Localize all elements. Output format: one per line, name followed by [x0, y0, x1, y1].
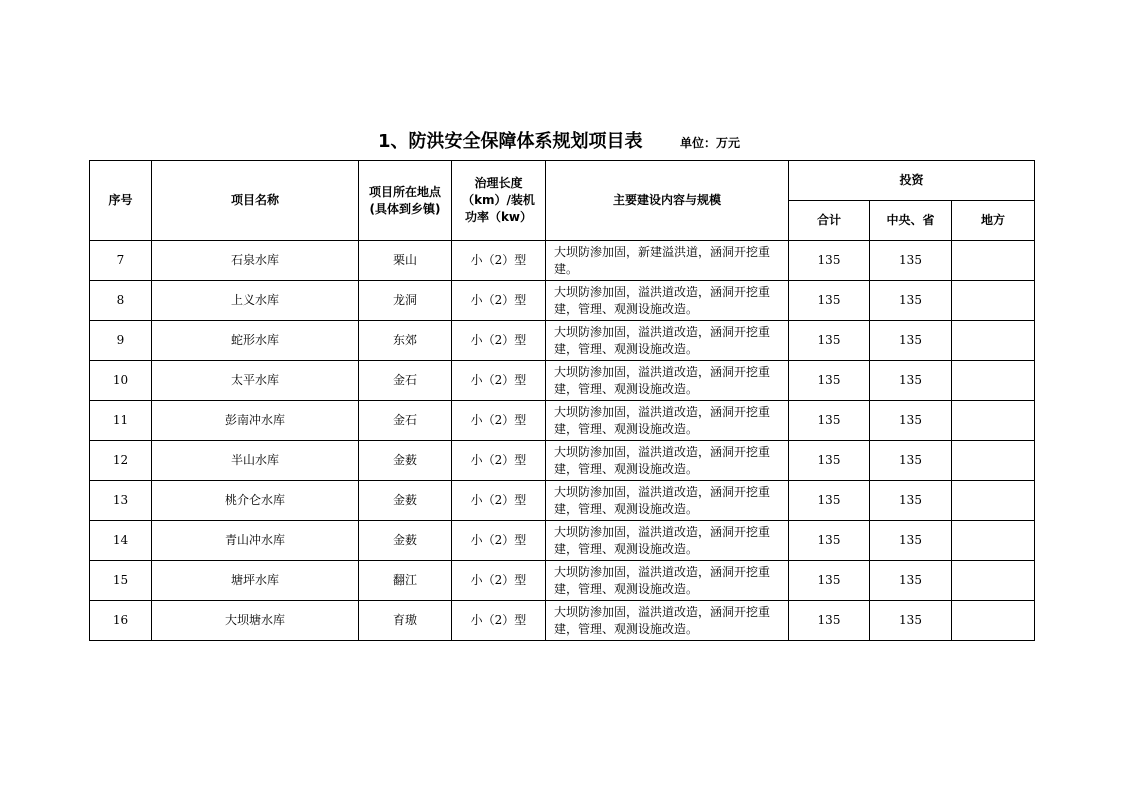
cell-central: 135	[870, 441, 952, 481]
cell-size: 小（2）型	[452, 361, 546, 401]
cell-local	[952, 361, 1035, 401]
table-body	[90, 241, 1035, 641]
cell-central: 135	[870, 481, 952, 521]
cell-total: 135	[789, 441, 870, 481]
cell-total: 135	[789, 521, 870, 561]
cell-project-name: 彭南冲水库	[152, 401, 359, 441]
cell-total: 135	[789, 361, 870, 401]
cell-total: 135	[789, 401, 870, 441]
cell-size: 小（2）型	[452, 561, 546, 601]
header-local: 地方	[952, 201, 1035, 241]
cell-content: 大坝防渗加固，溢洪道改造，涵洞开挖重建，管理、观测设施改造。	[546, 521, 789, 561]
cell-seq: 16	[90, 601, 152, 641]
cell-project-name: 大坝塘水库	[152, 601, 359, 641]
cell-total: 135	[789, 481, 870, 521]
cell-project-name: 青山冲水库	[152, 521, 359, 561]
cell-content: 大坝防渗加固，溢洪道改造，涵洞开挖重建，管理、观测设施改造。	[546, 281, 789, 321]
cell-seq: 11	[90, 401, 152, 441]
cell-seq: 9	[90, 321, 152, 361]
cell-central: 135	[870, 561, 952, 601]
page-title: 1、防洪安全保障体系规划项目表	[378, 131, 643, 152]
cell-content: 大坝防渗加固，新建溢洪道，涵洞开挖重建。	[546, 241, 789, 281]
title-row	[0, 128, 1122, 158]
cell-location: 金石	[359, 401, 452, 441]
cell-central: 135	[870, 401, 952, 441]
cell-local	[952, 401, 1035, 441]
cell-size: 小（2）型	[452, 481, 546, 521]
cell-seq: 15	[90, 561, 152, 601]
header-length: 治理长度（km）/装机功率（kw）	[452, 161, 546, 241]
cell-location: 栗山	[359, 241, 452, 281]
cell-project-name: 上义水库	[152, 281, 359, 321]
header-central: 中央、省	[870, 201, 952, 241]
cell-project-name: 半山水库	[152, 441, 359, 481]
cell-seq: 12	[90, 441, 152, 481]
table-row	[90, 281, 1035, 321]
cell-central: 135	[870, 321, 952, 361]
cell-seq: 14	[90, 521, 152, 561]
cell-central: 135	[870, 281, 952, 321]
cell-location: 翻江	[359, 561, 452, 601]
table-row	[90, 241, 1035, 281]
cell-central: 135	[870, 361, 952, 401]
header-row-1	[90, 161, 1035, 201]
cell-seq: 8	[90, 281, 152, 321]
cell-size: 小（2）型	[452, 281, 546, 321]
table-row	[90, 601, 1035, 641]
header-content: 主要建设内容与规模	[546, 161, 789, 241]
table-row	[90, 521, 1035, 561]
table-row	[90, 361, 1035, 401]
cell-size: 小（2）型	[452, 521, 546, 561]
cell-size: 小（2）型	[452, 241, 546, 281]
cell-central: 135	[870, 241, 952, 281]
cell-content: 大坝防渗加固，溢洪道改造，涵洞开挖重建，管理、观测设施改造。	[546, 401, 789, 441]
cell-local	[952, 521, 1035, 561]
cell-total: 135	[789, 241, 870, 281]
table-row	[90, 441, 1035, 481]
cell-seq: 13	[90, 481, 152, 521]
cell-total: 135	[789, 281, 870, 321]
cell-total: 135	[789, 601, 870, 641]
cell-size: 小（2）型	[452, 321, 546, 361]
cell-content: 大坝防渗加固，溢洪道改造，涵洞开挖重建，管理、观测设施改造。	[546, 601, 789, 641]
cell-content: 大坝防渗加固，溢洪道改造，涵洞开挖重建，管理、观测设施改造。	[546, 321, 789, 361]
table-row	[90, 481, 1035, 521]
cell-seq: 10	[90, 361, 152, 401]
cell-content: 大坝防渗加固，溢洪道改造，涵洞开挖重建，管理、观测设施改造。	[546, 441, 789, 481]
cell-project-name: 桃介仑水库	[152, 481, 359, 521]
project-table	[89, 160, 1035, 641]
cell-location: 龙洞	[359, 281, 452, 321]
cell-project-name: 蛇形水库	[152, 321, 359, 361]
cell-location: 金薮	[359, 441, 452, 481]
header-location: 项目所在地点(具体到乡镇)	[359, 161, 452, 241]
unit-label: 单位：万元	[680, 136, 741, 150]
cell-local	[952, 281, 1035, 321]
cell-local	[952, 441, 1035, 481]
cell-central: 135	[870, 521, 952, 561]
cell-size: 小（2）型	[452, 401, 546, 441]
cell-location: 金薮	[359, 481, 452, 521]
cell-location: 东郊	[359, 321, 452, 361]
table-row	[90, 321, 1035, 361]
table-row	[90, 401, 1035, 441]
cell-size: 小（2）型	[452, 441, 546, 481]
table-row	[90, 561, 1035, 601]
cell-location: 金薮	[359, 521, 452, 561]
cell-project-name: 塘坪水库	[152, 561, 359, 601]
cell-local	[952, 321, 1035, 361]
header-investment: 投资	[789, 161, 1035, 201]
header-total: 合计	[789, 201, 870, 241]
cell-local	[952, 601, 1035, 641]
cell-central: 135	[870, 601, 952, 641]
cell-local	[952, 481, 1035, 521]
cell-location: 金石	[359, 361, 452, 401]
cell-total: 135	[789, 321, 870, 361]
cell-seq: 7	[90, 241, 152, 281]
cell-content: 大坝防渗加固，溢洪道改造，涵洞开挖重建，管理、观测设施改造。	[546, 481, 789, 521]
cell-size: 小（2）型	[452, 601, 546, 641]
cell-content: 大坝防渗加固，溢洪道改造，涵洞开挖重建，管理、观测设施改造。	[546, 561, 789, 601]
cell-local	[952, 561, 1035, 601]
cell-total: 135	[789, 561, 870, 601]
cell-content: 大坝防渗加固，溢洪道改造，涵洞开挖重建，管理、观测设施改造。	[546, 361, 789, 401]
cell-local	[952, 241, 1035, 281]
header-name: 项目名称	[152, 161, 359, 241]
cell-project-name: 太平水库	[152, 361, 359, 401]
cell-location: 育璈	[359, 601, 452, 641]
header-seq: 序号	[90, 161, 152, 241]
cell-project-name: 石泉水库	[152, 241, 359, 281]
